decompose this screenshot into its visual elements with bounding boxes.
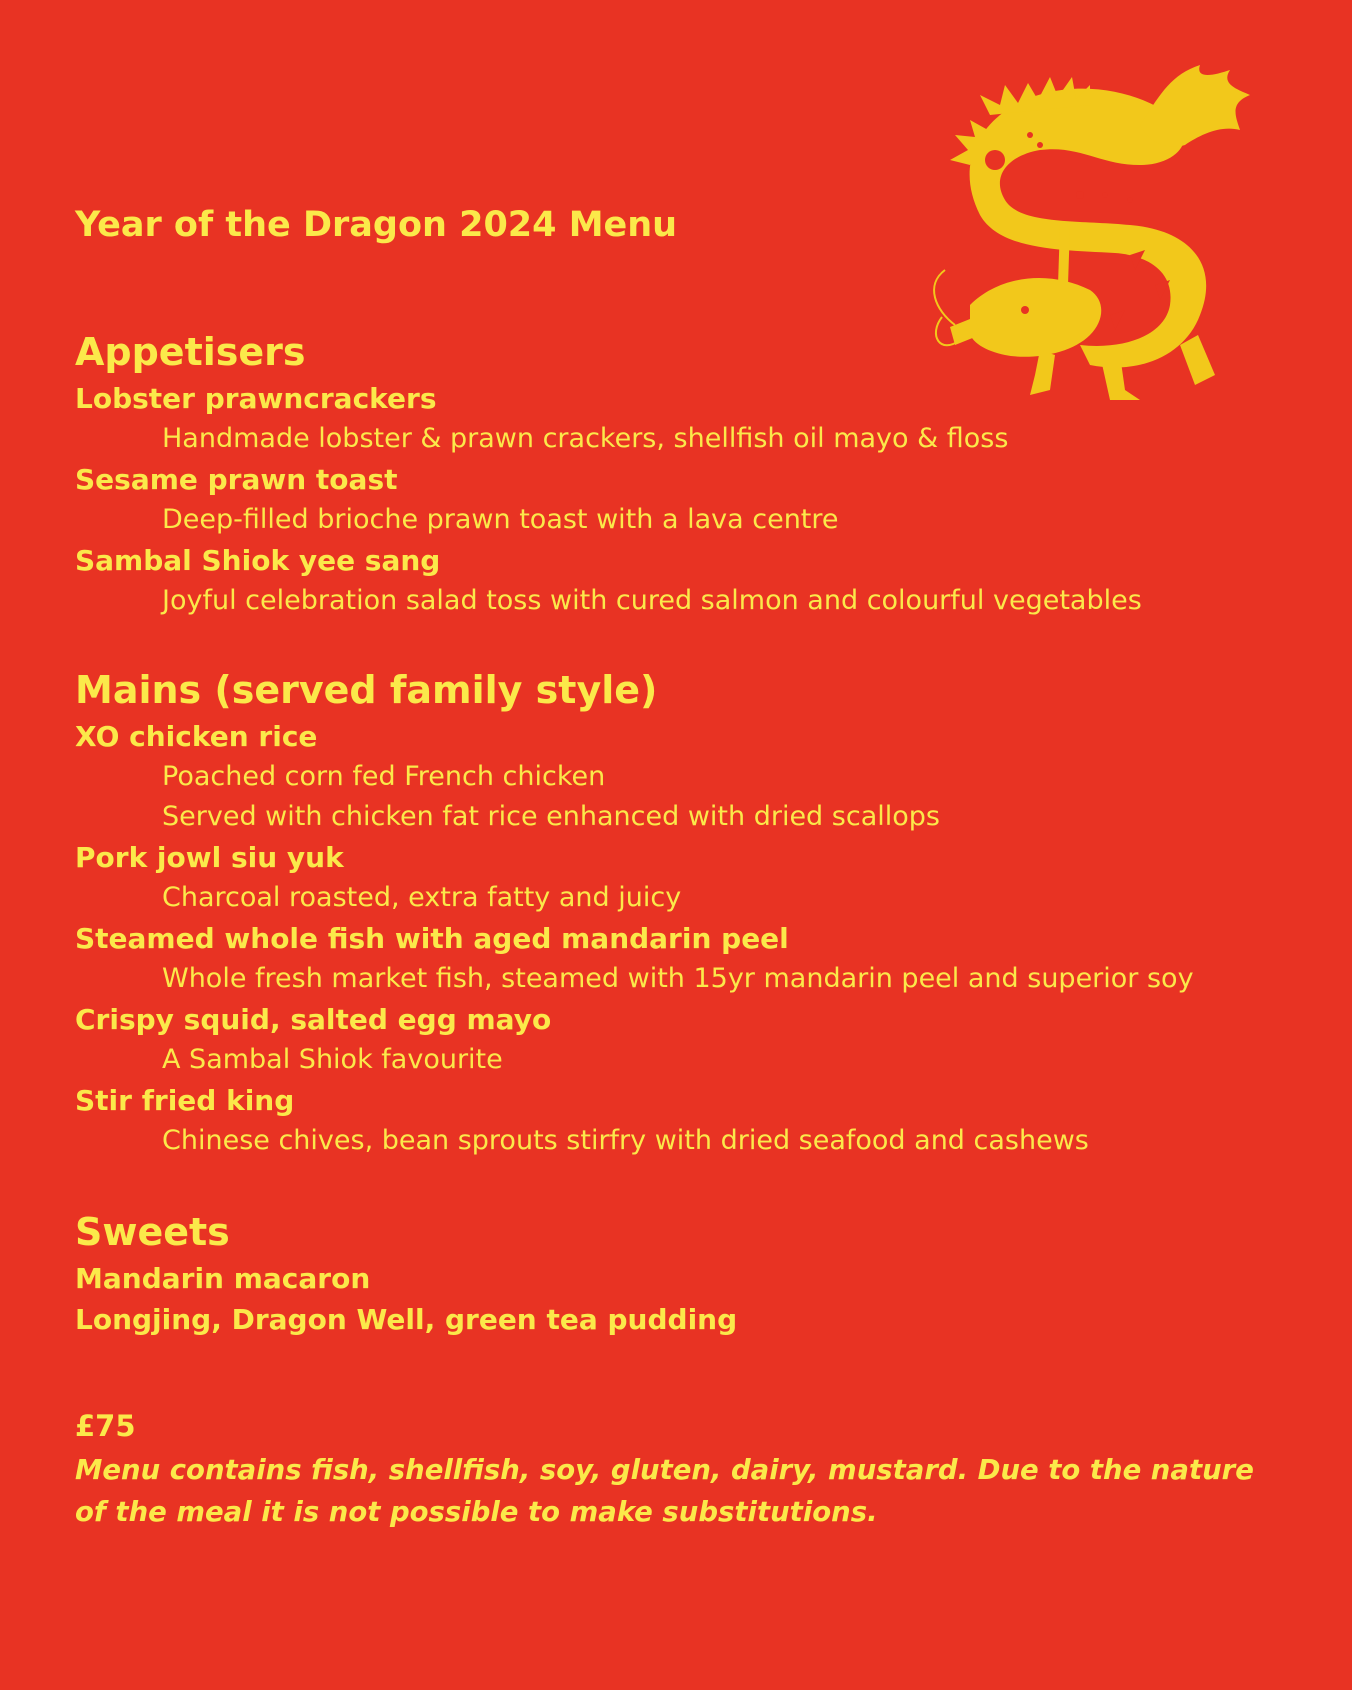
menu-item-name: Lobster prawncrackers (75, 382, 437, 415)
menu-item-description: Handmade lobster & prawn crackers, shellfish oil mayo & floss (162, 423, 1009, 454)
menu-price: £75 (75, 1409, 136, 1443)
menu-item-name: Mandarin macaron (75, 1262, 371, 1295)
section-heading: Sweets (75, 1210, 230, 1254)
section-heading: Appetisers (75, 330, 306, 374)
menu-item-name: Sambal Shiok yee sang (75, 544, 441, 577)
menu-item-name: XO chicken rice (75, 720, 318, 753)
menu-item-description: A Sambal Shiok favourite (162, 1044, 503, 1075)
section-mains (75, 664, 1275, 1161)
menu-item-name: Longjing, Dragon Well, green tea pudding (75, 1303, 738, 1336)
menu-item-description: Joyful celebration salad toss with cured salmon and colourful vegetables (162, 585, 1142, 616)
page-title: Year of the Dragon 2024 Menu (75, 205, 678, 245)
menu-item-description: Poached corn fed French chicken (162, 761, 606, 792)
section-appetisers (75, 326, 1275, 621)
menu-item-name: Pork jowl siu yuk (75, 841, 344, 874)
menu-item-description: Whole fresh market fish, steamed with 15yr mandarin peel and superior soy (162, 963, 1194, 994)
menu-item-name: Stir fried king (75, 1084, 295, 1117)
menu-item-description: Served with chicken fat rice enhanced with dried scallops (162, 801, 940, 832)
section-sweets (75, 1206, 1275, 1340)
menu-item-description: Deep-filled brioche prawn toast with a lava centre (162, 504, 839, 535)
allergen-note: Menu contains fish, shellfish, soy, gluten, dairy, mustard. Due to the nature of the meal it is not possible to make substitutions. (75, 1454, 1254, 1528)
menu-item-description: Chinese chives, bean sprouts stirfry with dried seafood and cashews (162, 1125, 1089, 1156)
section-heading: Mains (served family style) (75, 668, 658, 712)
menu-item-name: Sesame prawn toast (75, 463, 398, 496)
menu-item-description: Charcoal roasted, extra fatty and juicy (162, 882, 682, 913)
menu-item-name: Crispy squid, salted egg mayo (75, 1003, 552, 1036)
menu-item-name: Steamed whole fish with aged mandarin peel (75, 922, 789, 955)
